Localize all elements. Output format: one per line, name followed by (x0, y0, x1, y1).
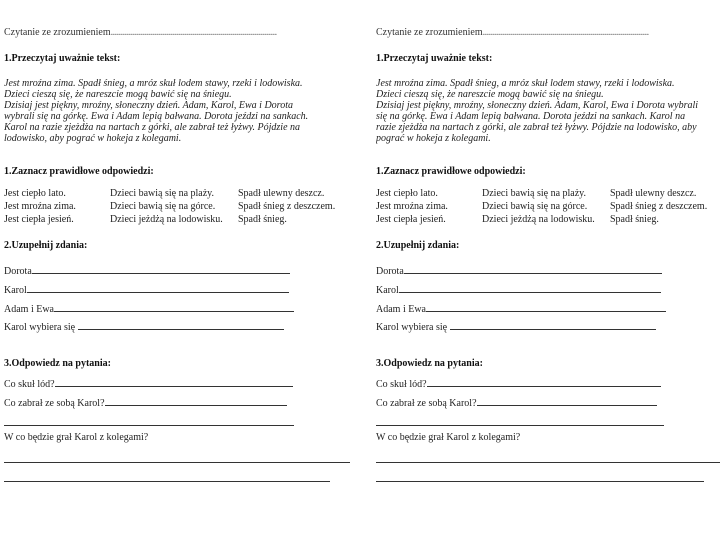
worksheet-left (4, 0, 350, 540)
header-label: Czytanie ze zrozumieniem (4, 27, 111, 38)
choice-row (4, 201, 350, 213)
choice-option[interactable]: Jest ciepła jesień. (4, 214, 74, 225)
answer-line[interactable] (376, 462, 720, 463)
choice-row (4, 188, 350, 200)
fill-answer-line[interactable] (404, 264, 662, 274)
answer-line[interactable] (477, 396, 657, 406)
header-dots: ................................................................................... (482, 27, 649, 38)
passage-line: się na górkę. Ewa i Adam lepią bałwana. Dorota jeździ na sankach. Karol na (376, 111, 686, 122)
question-text: Co skuł lód? (4, 379, 55, 390)
fill-item (4, 283, 289, 296)
question-text: Co zabrał ze sobą Karol? (4, 398, 105, 409)
choice-row (4, 214, 350, 226)
worksheet-right (376, 0, 720, 540)
choice-row (376, 201, 720, 213)
passage-line: razie zjeżdża na nartach z górki, ale zabrał też łyżwy. Pójdzie na lodowisko, aby (376, 122, 697, 133)
fill-answer-line[interactable] (54, 302, 294, 312)
header-dots: ................................................................................... (110, 27, 277, 38)
answer-line[interactable] (105, 396, 287, 406)
choice-option[interactable]: Spadł ulewny deszcz. (238, 188, 325, 199)
fill-prompt: Adam i Ewa (376, 304, 426, 315)
fill-prompt: Adam i Ewa (4, 304, 54, 315)
question-text: Co skuł lód? (376, 379, 427, 390)
choice-option[interactable]: Dzieci bawią się na plaży. (110, 188, 215, 199)
answer-line[interactable] (4, 425, 294, 426)
choice-option[interactable]: Dzieci bawią się na plaży. (482, 188, 587, 199)
task2-title: 1.Zaznacz prawidłowe odpowiedzi: (376, 166, 526, 177)
reading-passage (4, 78, 308, 144)
choice-option[interactable]: Jest ciepło lato. (4, 188, 66, 199)
passage-line: Dzisiaj jest piękny, mroźny, słoneczny dzień. Adam, Karol, Ewa i Dorota wybrali (376, 100, 699, 111)
question-item (376, 432, 520, 443)
answer-line[interactable] (55, 377, 293, 387)
fill-answer-line[interactable] (27, 283, 289, 293)
choice-option[interactable]: Jest mroźna zima. (376, 201, 448, 212)
choice-option[interactable]: Jest ciepła jesień. (376, 214, 446, 225)
question-item (4, 377, 293, 390)
choice-option[interactable]: Spadł ulewny deszcz. (610, 188, 697, 199)
passage-line: lodowisko, aby pograć w hokeja z kolegami. (4, 133, 182, 144)
fill-item (4, 320, 284, 333)
fill-answer-line[interactable] (32, 264, 290, 274)
answer-line[interactable] (376, 481, 704, 482)
fill-answer-line[interactable] (78, 320, 284, 330)
answer-line[interactable] (376, 425, 664, 426)
fill-item (376, 264, 662, 277)
passage-line: Dzieci cieszą się, że nareszcie mogą bawić się na śniegu. (4, 89, 232, 100)
choice-option[interactable]: Spadł śnieg z deszczem. (238, 201, 336, 212)
answer-line[interactable] (4, 462, 350, 463)
header (4, 27, 277, 38)
task4-title: 3.Odpowiedz na pytania: (4, 358, 111, 369)
passage-line: Dzieci cieszą się, że nareszcie mogą bawić się na śniegu. (376, 89, 604, 100)
fill-prompt: Karol wybiera się (376, 322, 448, 333)
fill-item (376, 320, 656, 333)
header-label: Czytanie ze zrozumieniem (376, 27, 483, 38)
fill-prompt: Karol (4, 285, 27, 296)
fill-prompt: Dorota (376, 266, 404, 277)
answer-line[interactable] (427, 377, 661, 387)
choice-option[interactable]: Dzieci jeżdżą na lodowisku. (482, 214, 595, 225)
passage-line: Jest mroźna zima. Spadł śnieg, a mróz skuł lodem stawy, rzeki i lodowiska. (376, 78, 675, 89)
question-text: W co będzie grał Karol z kolegami? (376, 432, 521, 443)
answer-line[interactable] (4, 481, 330, 482)
reading-passage (376, 78, 698, 144)
fill-prompt: Karol wybiera się (4, 322, 76, 333)
choice-row (376, 188, 720, 200)
passage-line: Karol na razie zjeżdża na nartach z górki, ale zabrał też łyżwy. Pójdzie na (4, 122, 301, 133)
choice-option[interactable]: Dzieci bawią się na górce. (482, 201, 588, 212)
fill-item (376, 283, 661, 296)
fill-answer-line[interactable] (399, 283, 661, 293)
passage-line: Dzisiaj jest piękny, mroźny, słoneczny dzień. Adam, Karol, Ewa i Dorota (4, 100, 293, 111)
header (376, 27, 649, 38)
choice-option[interactable]: Spadł śnieg. (238, 214, 287, 225)
choice-option[interactable]: Spadł śnieg z deszczem. (610, 201, 708, 212)
choice-row (376, 214, 720, 226)
question-item (4, 396, 287, 409)
question-text: W co będzie grał Karol z kolegami? (4, 432, 149, 443)
question-item (376, 377, 661, 390)
task3-title: 2.Uzupełnij zdania: (376, 240, 460, 251)
fill-answer-line[interactable] (426, 302, 666, 312)
fill-answer-line[interactable] (450, 320, 656, 330)
choice-option[interactable]: Dzieci bawią się na górce. (110, 201, 216, 212)
fill-item (4, 264, 290, 277)
fill-item (376, 302, 666, 315)
task1-title: 1.Przeczytaj uważnie tekst: (4, 53, 121, 64)
question-text: Co zabrał ze sobą Karol? (376, 398, 477, 409)
choice-option[interactable]: Dzieci jeżdżą na lodowisku. (110, 214, 223, 225)
passage-line: wybrali się na górkę. Ewa i Adam lepią bałwana. Dorota jeździ na sankach. (4, 111, 309, 122)
passage-line: Jest mroźna zima. Spadł śnieg, a mróz skuł lodem stawy, rzeki i lodowiska. (4, 78, 303, 89)
task2-title: 1.Zaznacz prawidłowe odpowiedzi: (4, 166, 154, 177)
passage-line: pograć w hokeja z kolegami. (376, 133, 491, 144)
choice-option[interactable]: Spadł śnieg. (610, 214, 659, 225)
choice-option[interactable]: Jest mroźna zima. (4, 201, 76, 212)
task1-title: 1.Przeczytaj uważnie tekst: (376, 53, 493, 64)
fill-prompt: Karol (376, 285, 399, 296)
task3-title: 2.Uzupełnij zdania: (4, 240, 88, 251)
fill-prompt: Dorota (4, 266, 32, 277)
task4-title: 3.Odpowiedz na pytania: (376, 358, 483, 369)
question-item (376, 396, 657, 409)
fill-item (4, 302, 294, 315)
question-item (4, 432, 148, 443)
choice-option[interactable]: Jest ciepło lato. (376, 188, 438, 199)
